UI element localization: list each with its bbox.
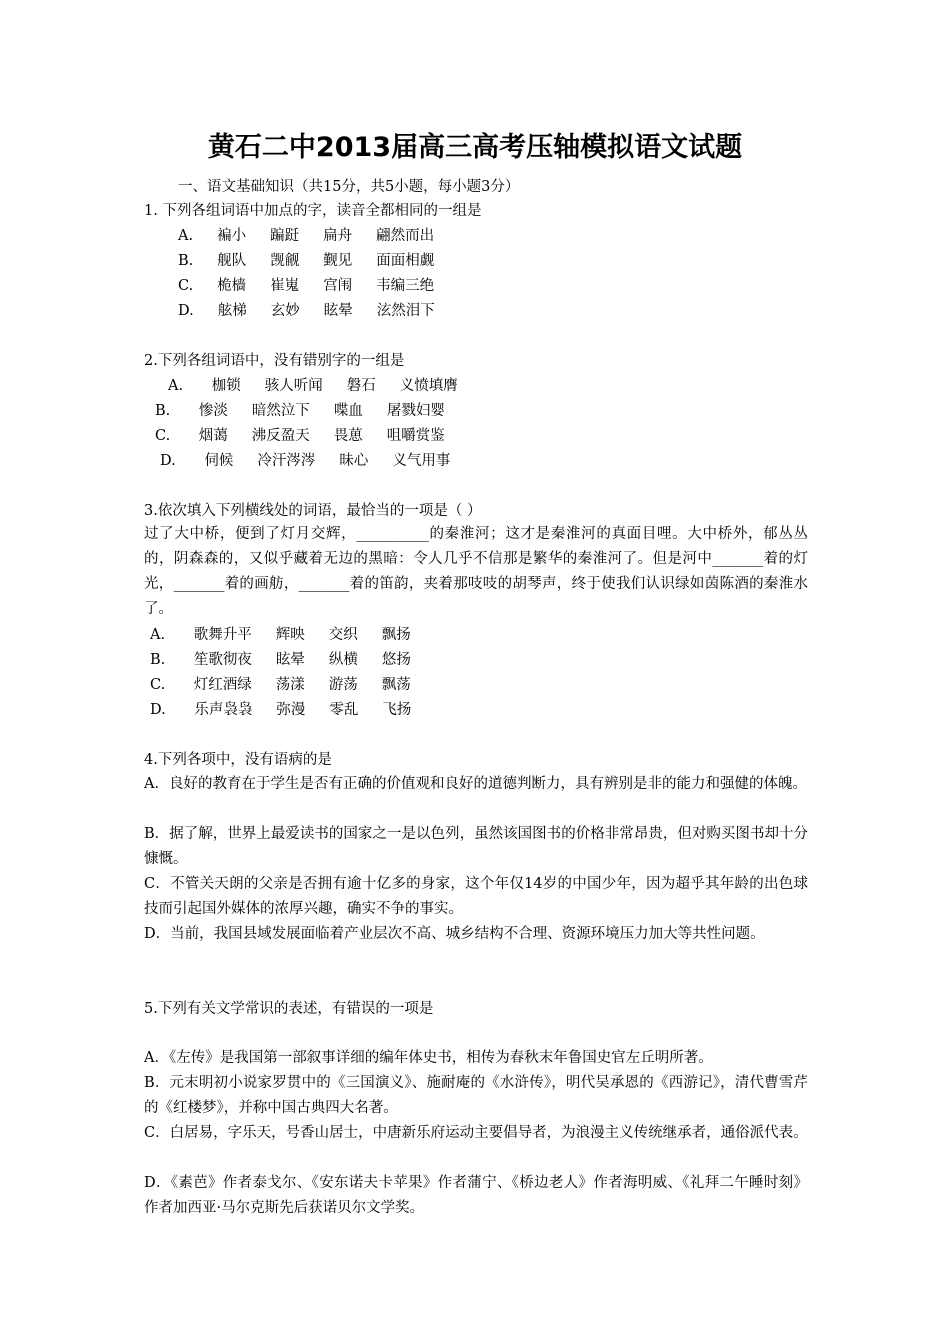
question-stem: 5.下列有关文学常识的表述，有错误的一项是 xyxy=(144,1001,434,1017)
option-row: B. 舰队 觊觎 觐见 面面相觑 xyxy=(178,253,435,269)
option-row: C. 桅樯 崔嵬 宫闱 韦编三绝 xyxy=(178,278,435,294)
section-heading: 一、语文基础知识（共15分，共5小题，每小题3分） xyxy=(178,179,520,195)
option-row: A. 枷锁 骇人听闻 磐石 义愤填膺 xyxy=(168,378,458,394)
question-stem: 1. 下列各组词语中加点的字，读音全都相同的一组是 xyxy=(144,203,482,219)
passage-text: 过了大中桥，便到了灯月交辉，__________的秦淮河；这才是秦淮河的真面目哩。大中桥外，郁丛丛的，阴森森的，又似乎藏着无边的黑暗：令人几乎不信那是繁华的秦淮河了。但是河中_______着的灯光，_______着的画舫，_______着的笛韵，夹着那吱吱的胡琴声，终于使我们认识绿如茵陈酒的秦淮水了。 xyxy=(144,526,808,617)
option-text: D．当前，我国县域发展面临着产业层次不高、城乡结构不合理、资源环境压力加大等共性问题。 xyxy=(144,926,765,942)
option-text: A．良好的教育在于学生是否有正确的价值观和良好的道德判断力，具有辨别是非的能力和强健的体魄。 xyxy=(144,776,807,792)
page-title: 黄石二中2013届高三高考压轴模拟语文试题 xyxy=(207,132,743,163)
option-text: A．《左传》是我国第一部叙事详细的编年体史书，相传为春秋末年鲁国史官左丘明所著。 xyxy=(144,1050,713,1066)
option-row: D. 舷梯 玄妙 眩晕 泫然泪下 xyxy=(178,303,435,319)
option-row: C. 烟蔼 沸反盈天 畏葸 咀嚼赏鉴 xyxy=(155,428,445,444)
option-row: D. 乐声袅袅 弥漫 零乱 飞扬 xyxy=(150,702,412,718)
option-row: B. 笙歌彻夜 眩晕 纵横 悠扬 xyxy=(150,652,411,668)
option-row: C. 灯红酒绿 荡漾 游荡 飘荡 xyxy=(150,677,411,693)
option-text: B．据了解，世界上最爱读书的国家之一是以色列，虽然该国图书的价格非常昂贵，但对购买图书却十分慷慨。 xyxy=(144,826,808,867)
option-row: A. 歌舞升平 辉映 交织 飘扬 xyxy=(150,627,411,643)
option-text: B．元末明初小说家罗贯中的《三国演义》、施耐庵的《水浒传》，明代吴承恩的《西游记》，清代曹雪芹的《红楼梦》，并称中国古典四大名著。 xyxy=(144,1075,808,1116)
question-stem: 2.下列各组词语中，没有错别字的一组是 xyxy=(144,353,405,369)
option-text: D．《素芭》作者泰戈尔、《安东诺夫卡苹果》作者蒲宁、《桥边老人》作者海明威、《礼拜二午睡时刻》作者加西亚·马尔克斯先后获诺贝尔文学奖。 xyxy=(144,1175,808,1216)
question-stem: 3.依次填入下列横线处的词语，最恰当的一项是（ ） xyxy=(144,503,482,519)
option-row: A. 褊小 蹁跹 扁舟 翩然而出 xyxy=(178,228,435,244)
question-stem: 4.下列各项中，没有语病的是 xyxy=(144,752,332,768)
option-text: C．白居易，字乐天，号香山居士，中唐新乐府运动主要倡导者，为浪漫主义传统继承者，通俗派代表。 xyxy=(144,1125,808,1141)
option-row: D. 伺候 冷汗涔涔 昧心 义气用事 xyxy=(160,453,451,469)
option-text: C．不管关天朗的父亲是否拥有逾十亿多的身家，这个年仅14岁的中国少年，因为超乎其年龄的出色球技而引起国外媒体的浓厚兴趣，确实不争的事实。 xyxy=(144,876,808,917)
option-row: B. 惨淡 暗然泣下 喋血 屠戮妇婴 xyxy=(155,403,445,419)
